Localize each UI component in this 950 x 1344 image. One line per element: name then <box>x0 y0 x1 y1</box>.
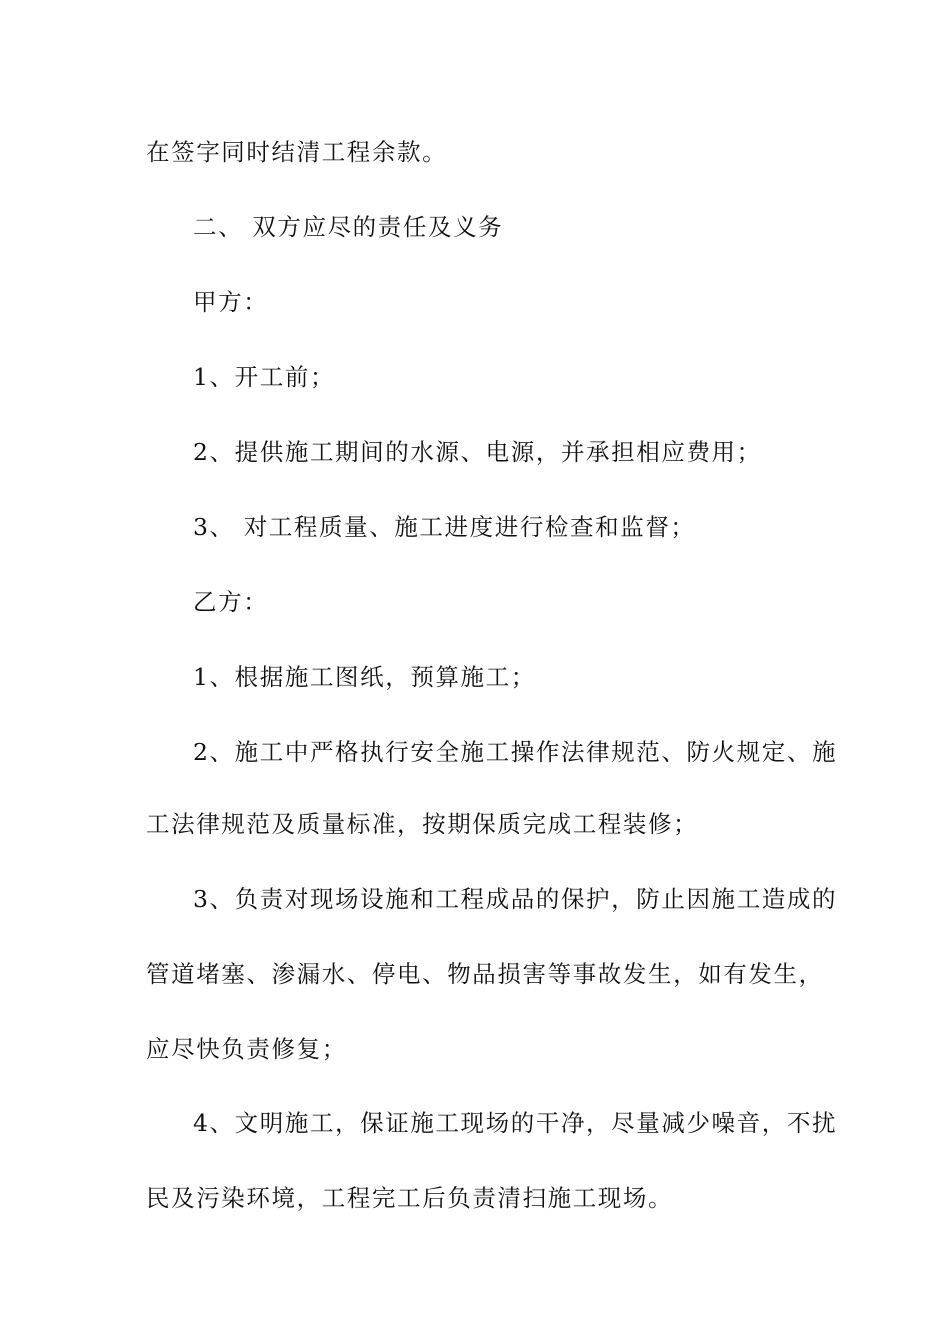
party-b-item-4-line-2: 民及污染环境，工程完工后负责清扫施工现场。 <box>146 1184 674 1212</box>
party-b-item-1: 1、根据施工图纸，预算施工； <box>193 663 536 691</box>
party-a-item-1: 1、开工前； <box>193 363 336 391</box>
party-b-item-3-line-3: 应尽快负责修复； <box>146 1035 347 1063</box>
party-b-item-2-line-1: 2、施工中严格执行安全施工操作法律规范、防火规定、施 <box>193 738 838 766</box>
party-b-item-3-line-2: 管道堵塞、渗漏水、停电、物品损害等事故发生，如有发生， <box>146 960 824 988</box>
party-b-heading: 乙方： <box>193 588 269 616</box>
party-a-item-3: 3、 对工程质量、施工进度进行检查和监督； <box>193 513 696 541</box>
party-a-heading: 甲方： <box>193 288 269 316</box>
party-b-item-3-line-1: 3、负责对现场设施和工程成品的保护，防止因施工造成的 <box>193 885 838 913</box>
section-heading: 二、 双方应尽的责任及义务 <box>193 213 504 241</box>
party-b-item-4-line-1: 4、文明施工，保证施工现场的干净，尽量减少噪音，不扰 <box>193 1109 838 1137</box>
party-b-item-2-line-2: 工法律规范及质量标准，按期保质完成工程装修； <box>146 810 699 838</box>
party-a-item-2: 2、提供施工期间的水源、电源，并承担相应费用； <box>193 438 762 466</box>
paragraph-line: 在签字同时结清工程余款。 <box>146 138 448 166</box>
